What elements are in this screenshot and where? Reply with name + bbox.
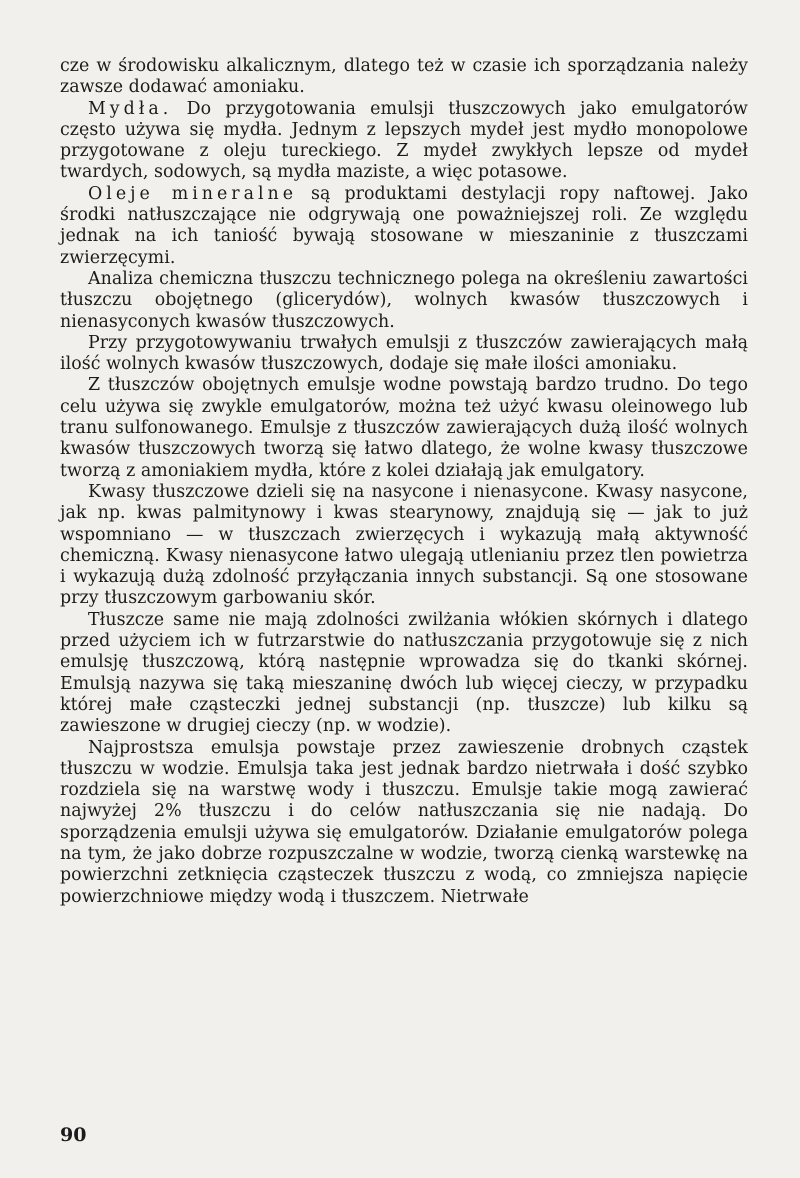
paragraph-7	[60, 482, 748, 610]
paragraph-1	[60, 56, 748, 99]
paragraph-text: Najprostsza emulsja powstaje przez zawieszenie drobnych cząstek tłuszczu w wodzie. Emulsja taka jest jednak bardzo nietrwała i dość szybko rozdziela się na warstwę wody i tłuszczu. Emulsje takie mogą zawierać najwyżej 2% tłuszczu i do celów natłuszczania się nie nadają. Do sporządzenia emulsji używa się emulgatorów. Działanie emulgatorów polega na tym, że jako dobrze rozpuszczalne w wodzie, tworzą cienką warstewkę na powierzchni zetknięcia cząsteczek tłuszczu z wodą, co zmniejsza napięcie powierzchniowe między wodą i tłuszczem. Nietrwałe	[60, 737, 748, 907]
paragraph-text: Tłuszcze same nie mają zdolności zwilżania włókien skórnych i dlatego przed użyciem ich w futrzarstwie do natłuszczania przygotowuje się z nich emulsję tłuszczową, którą następnie wprowadza się do tkanki skórnej. Emulsją nazywa się taką mieszaninę dwóch lub więcej cieczy, w przypadku której małe cząsteczki jednej substancji (np. tłuszcze) lub kilku są zawieszone w drugiej cieczy (np. w wodzie).	[60, 609, 748, 737]
paragraph-text: cze w środowisku alkalicznym, dlatego też w czasie ich sporządzania należy zawsze dodawać amoniaku.	[60, 56, 748, 98]
paragraph-3	[60, 184, 748, 269]
paragraph-8	[60, 610, 748, 738]
paragraph-text: Analiza chemiczna tłuszczu technicznego polega na określeniu zawartości tłuszczu obojętnego (glicerydów), wolnych kwasów tłuszczowych i nienasyconych kwasów tłuszczowych.	[60, 268, 748, 332]
paragraph-text: są produktami destylacji ropy naftowej. Jako środki natłuszczające nie odgrywają one poważniejszej roli. Ze względu jednak na ich taniość bywają stosowane w mieszaninie z tłuszczami zwierzęcymi.	[60, 183, 748, 268]
body-text	[60, 56, 748, 908]
paragraph-heading-mydla: Mydła.	[88, 98, 173, 119]
paragraph-6	[60, 375, 748, 481]
page-number: 90	[60, 1124, 87, 1146]
paragraph-text: Przy przygotowywaniu trwałych emulsji z tłuszczów zawierających małą ilość wolnych kwasów tłuszczowych, dodaje się małe ilości amoniaku.	[60, 332, 748, 375]
paragraph-heading-oleje: Oleje mineralne	[88, 183, 298, 204]
paragraph-9	[60, 738, 748, 908]
paragraph-2	[60, 99, 748, 184]
paragraph-text: Do przygotowania emulsji tłuszczowych jako emulgatorów często używa się mydła. Jednym z lepszych mydeł jest mydło monopolowe przygotowane z oleju tureckiego. Z mydeł zwykłych lepsze od mydeł twardych, sodowych, są mydła maziste, a więc potasowe.	[60, 98, 748, 183]
paragraph-4	[60, 269, 748, 333]
paragraph-text: Z tłuszczów obojętnych emulsje wodne powstają bardzo trudno. Do tego celu używa się zwykle emulgatorów, można też użyć kwasu oleinowego lub tranu sulfonowanego. Emulsje z tłuszczów zawierających dużą ilość wolnych kwasów tłuszczowych tworzą się łatwo dlatego, że wolne kwasy tłuszczowe tworzą z amoniakiem mydła, które z kolei działają jak emulgatory.	[60, 375, 748, 481]
paragraph-text: Kwasy tłuszczowe dzieli się na nasycone i nienasycone. Kwasy nasycone, jak np. kwas palmitynowy i kwas stearynowy, znajdują się — jak to już wspomniano — w tłuszczach zwierzęcych i wykazują małą aktywność chemiczną. Kwasy nienasycone łatwo ulegają utlenianiu przez tlen powietrza i wykazują dużą zdolność przyłączania innych substancji. Są one stosowane przy tłuszczowym garbowaniu skór.	[60, 481, 748, 609]
paragraph-5	[60, 333, 748, 376]
